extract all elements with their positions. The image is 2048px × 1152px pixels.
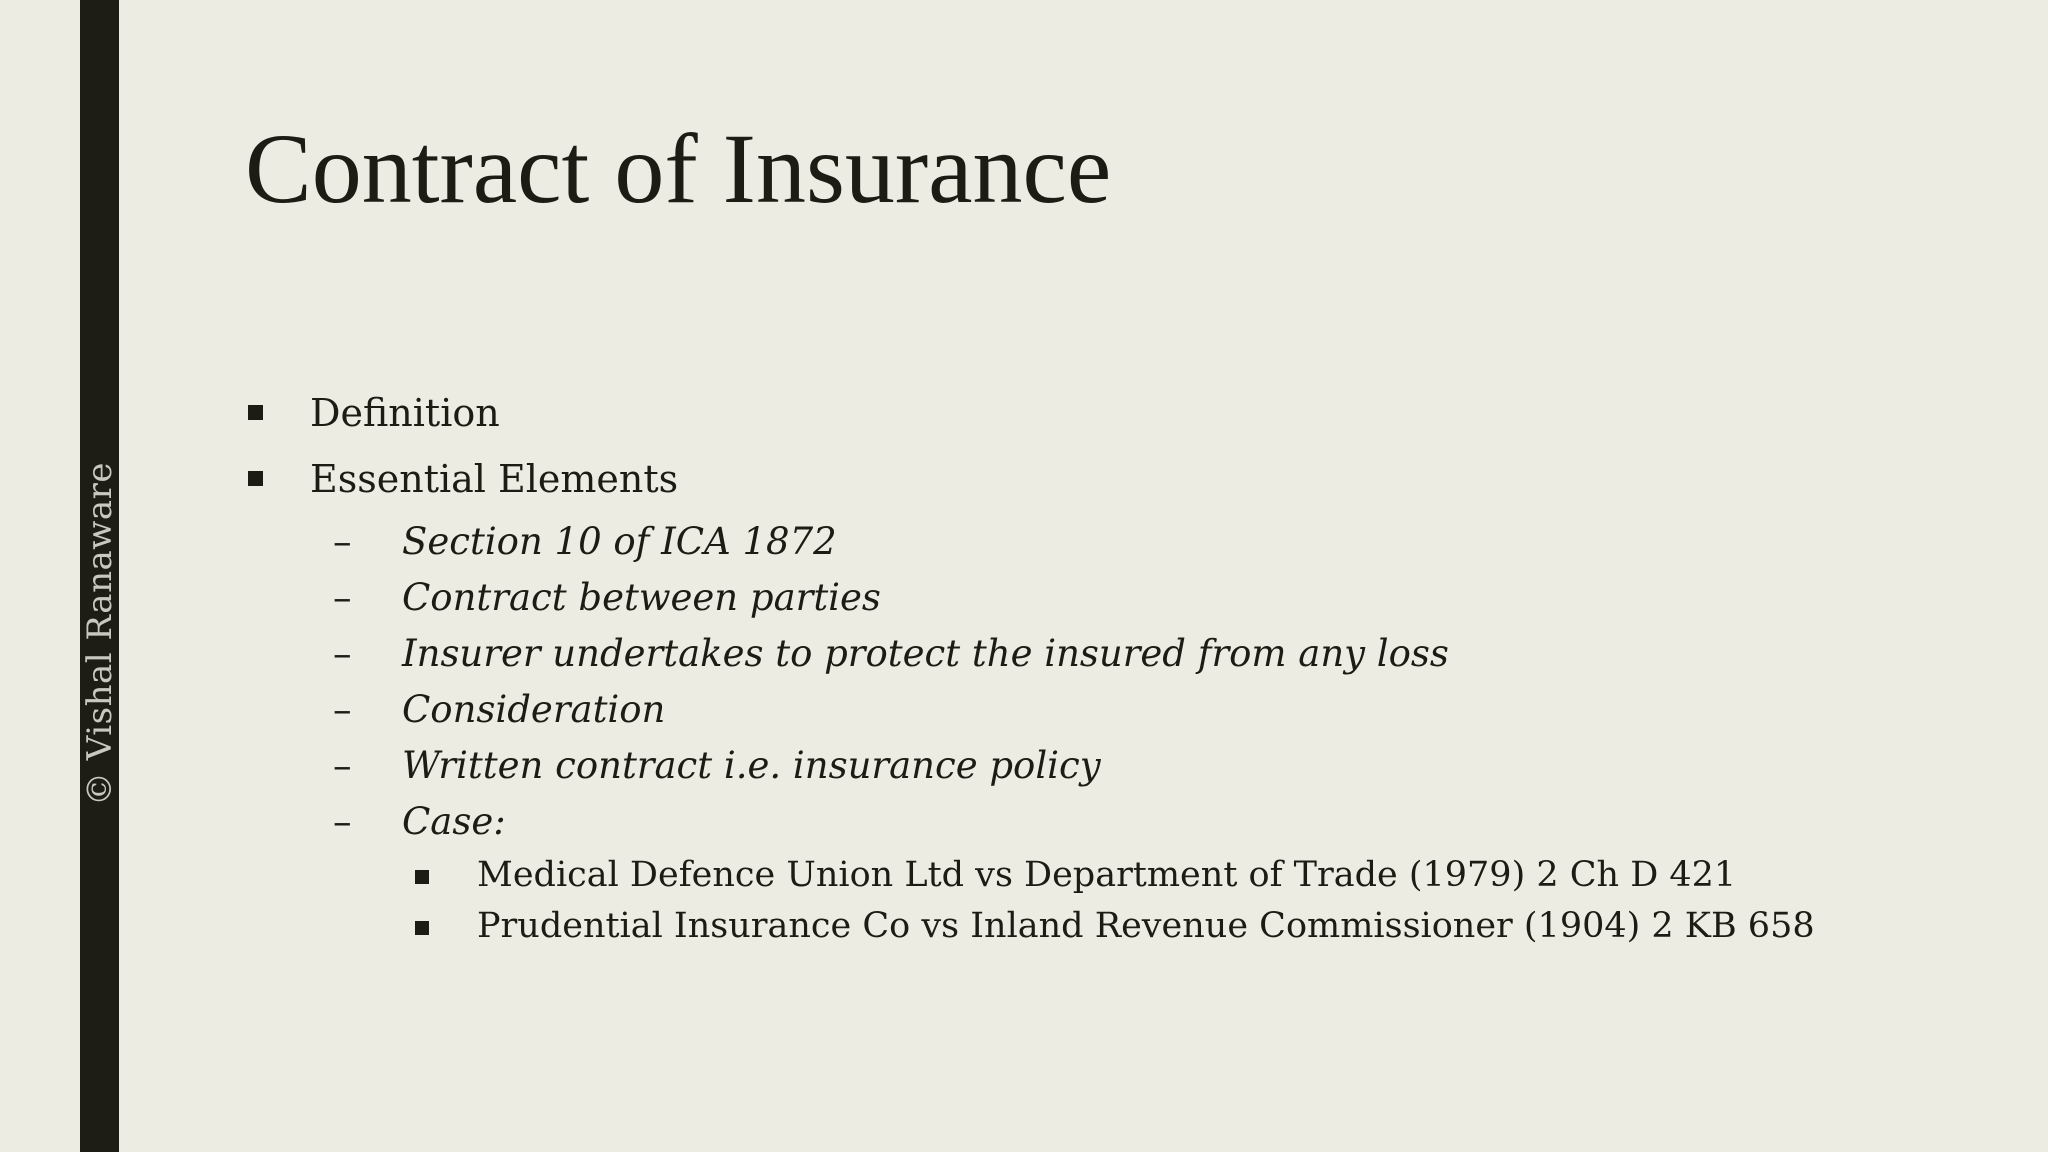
dash-bullet-icon: – bbox=[333, 520, 352, 563]
sub-bullet-text: Consideration bbox=[402, 688, 666, 731]
case-item-prudential-insurance bbox=[245, 901, 1945, 952]
bullet-text: Essential Elements bbox=[310, 457, 679, 501]
case-text: Medical Defence Union Ltd vs Department of Trade (1979) 2 Ch D 421 bbox=[477, 855, 1737, 895]
sub-bullet-text: Insurer undertakes to protect the insured from any loss bbox=[402, 632, 1449, 675]
bullet-definition bbox=[245, 380, 1945, 446]
sub-bullet-text: Case: bbox=[402, 800, 506, 843]
case-text: Prudential Insurance Co vs Inland Revenue Commissioner (1904) 2 KB 658 bbox=[477, 906, 1815, 946]
bullet-essential-elements bbox=[245, 446, 1945, 512]
dash-bullet-icon: – bbox=[333, 688, 352, 731]
square-bullet-icon bbox=[248, 405, 263, 420]
case-item-medical-defence-union bbox=[245, 850, 1945, 901]
sub-bullet-insurer-undertakes bbox=[245, 626, 1945, 682]
sub-bullet-case bbox=[245, 794, 1945, 850]
essential-elements-list bbox=[245, 514, 1945, 952]
sub-bullet-contract-between-parties bbox=[245, 570, 1945, 626]
dash-bullet-icon: – bbox=[333, 800, 352, 843]
sub-bullet-text: Contract between parties bbox=[402, 576, 881, 619]
sub-bullet-text: Section 10 of ICA 1872 bbox=[402, 520, 837, 563]
copyright-label: © Vishal Ranaware bbox=[80, 461, 120, 807]
sub-bullet-section-10 bbox=[245, 514, 1945, 570]
square-bullet-icon bbox=[415, 870, 429, 884]
bullet-text: Definition bbox=[310, 391, 500, 435]
square-bullet-icon bbox=[248, 471, 263, 486]
square-bullet-icon bbox=[415, 921, 429, 935]
dash-bullet-icon: – bbox=[333, 744, 352, 787]
sub-bullet-written-contract bbox=[245, 738, 1945, 794]
slide-content bbox=[245, 380, 1945, 952]
sub-bullet-consideration bbox=[245, 682, 1945, 738]
dash-bullet-icon: – bbox=[333, 576, 352, 619]
dash-bullet-icon: – bbox=[333, 632, 352, 675]
slide-title: Contract of Insurance bbox=[245, 113, 1112, 224]
sub-bullet-text: Written contract i.e. insurance policy bbox=[402, 744, 1101, 787]
